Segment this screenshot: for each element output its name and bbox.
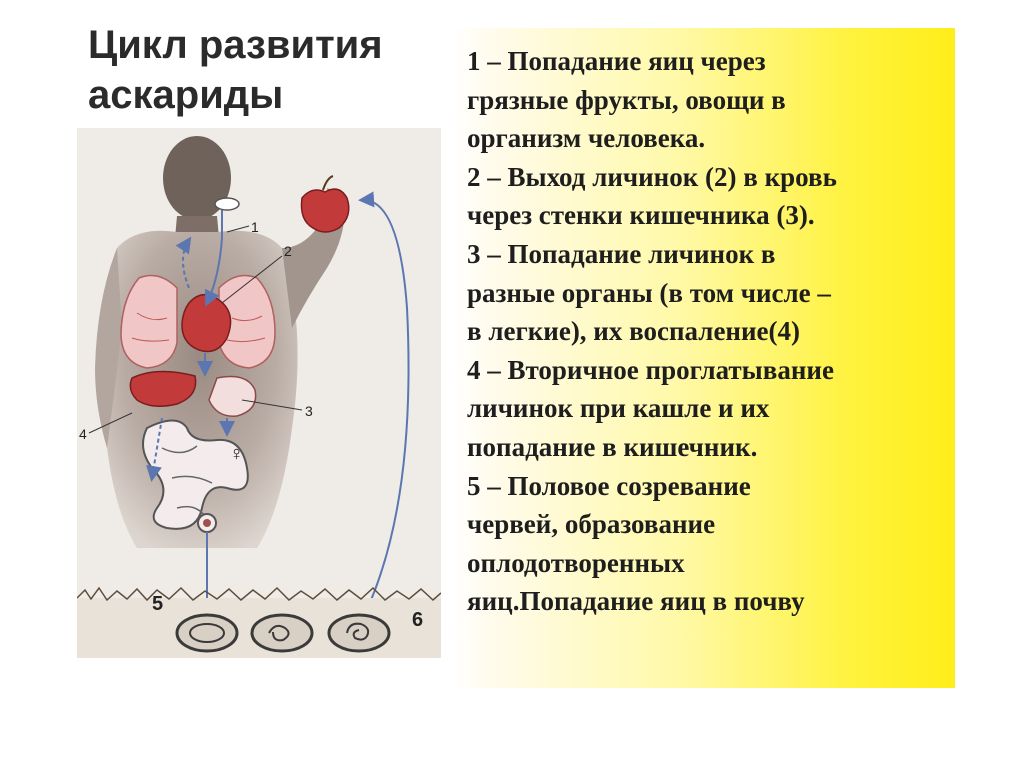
step-line: червей, образование [467,509,716,540]
step-line: 5 – Половое созревание [467,470,751,501]
step-line: попадание в кишечник. [467,431,758,462]
female-symbol: ♀ [229,443,244,465]
step-line: 1 – Попадание яиц через [467,46,766,76]
step-line: в легкие), их воспаление(4) [467,316,801,347]
stomach [209,377,256,417]
label-5: 5 [152,593,164,615]
step-5 [467,467,951,621]
step-2 [467,158,951,235]
step-line: 2 – Выход личинок (2) в кровь [467,161,837,192]
steps-textbox [451,28,955,688]
ascaris-life-cycle-diagram [77,128,441,658]
label-2: 2 [284,243,292,259]
label-6: 6 [412,609,424,631]
step-line: личинок при кашле и их [467,393,770,424]
label-3: 3 [305,403,313,419]
egg-at-mouth [215,198,239,210]
step-line: оплодотворенных [467,547,685,578]
label-4: 4 [79,426,87,442]
step-line: 4 – Вторичное проглатывание [467,354,834,385]
steps-list [467,42,951,621]
title-line-2: аскариды [88,73,284,117]
title-line-1: Цикл развития [88,23,383,67]
label-1: 1 [251,219,259,235]
step-line: яиц.Попадание яиц в почву [467,586,805,617]
step-4 [467,351,951,467]
step-line: 3 – Попадание личинок в [467,238,776,269]
step-3 [467,235,951,351]
step-line: грязные фрукты, овощи в [467,84,786,115]
step-1 [467,42,951,158]
soil-eggs [177,615,389,651]
slide-title [88,20,448,120]
step-line: организм человека. [467,123,706,154]
step-line: разные органы (в том числе – [467,277,831,308]
heart [182,295,231,352]
step-line: через стенки кишечника (3). [467,200,815,231]
